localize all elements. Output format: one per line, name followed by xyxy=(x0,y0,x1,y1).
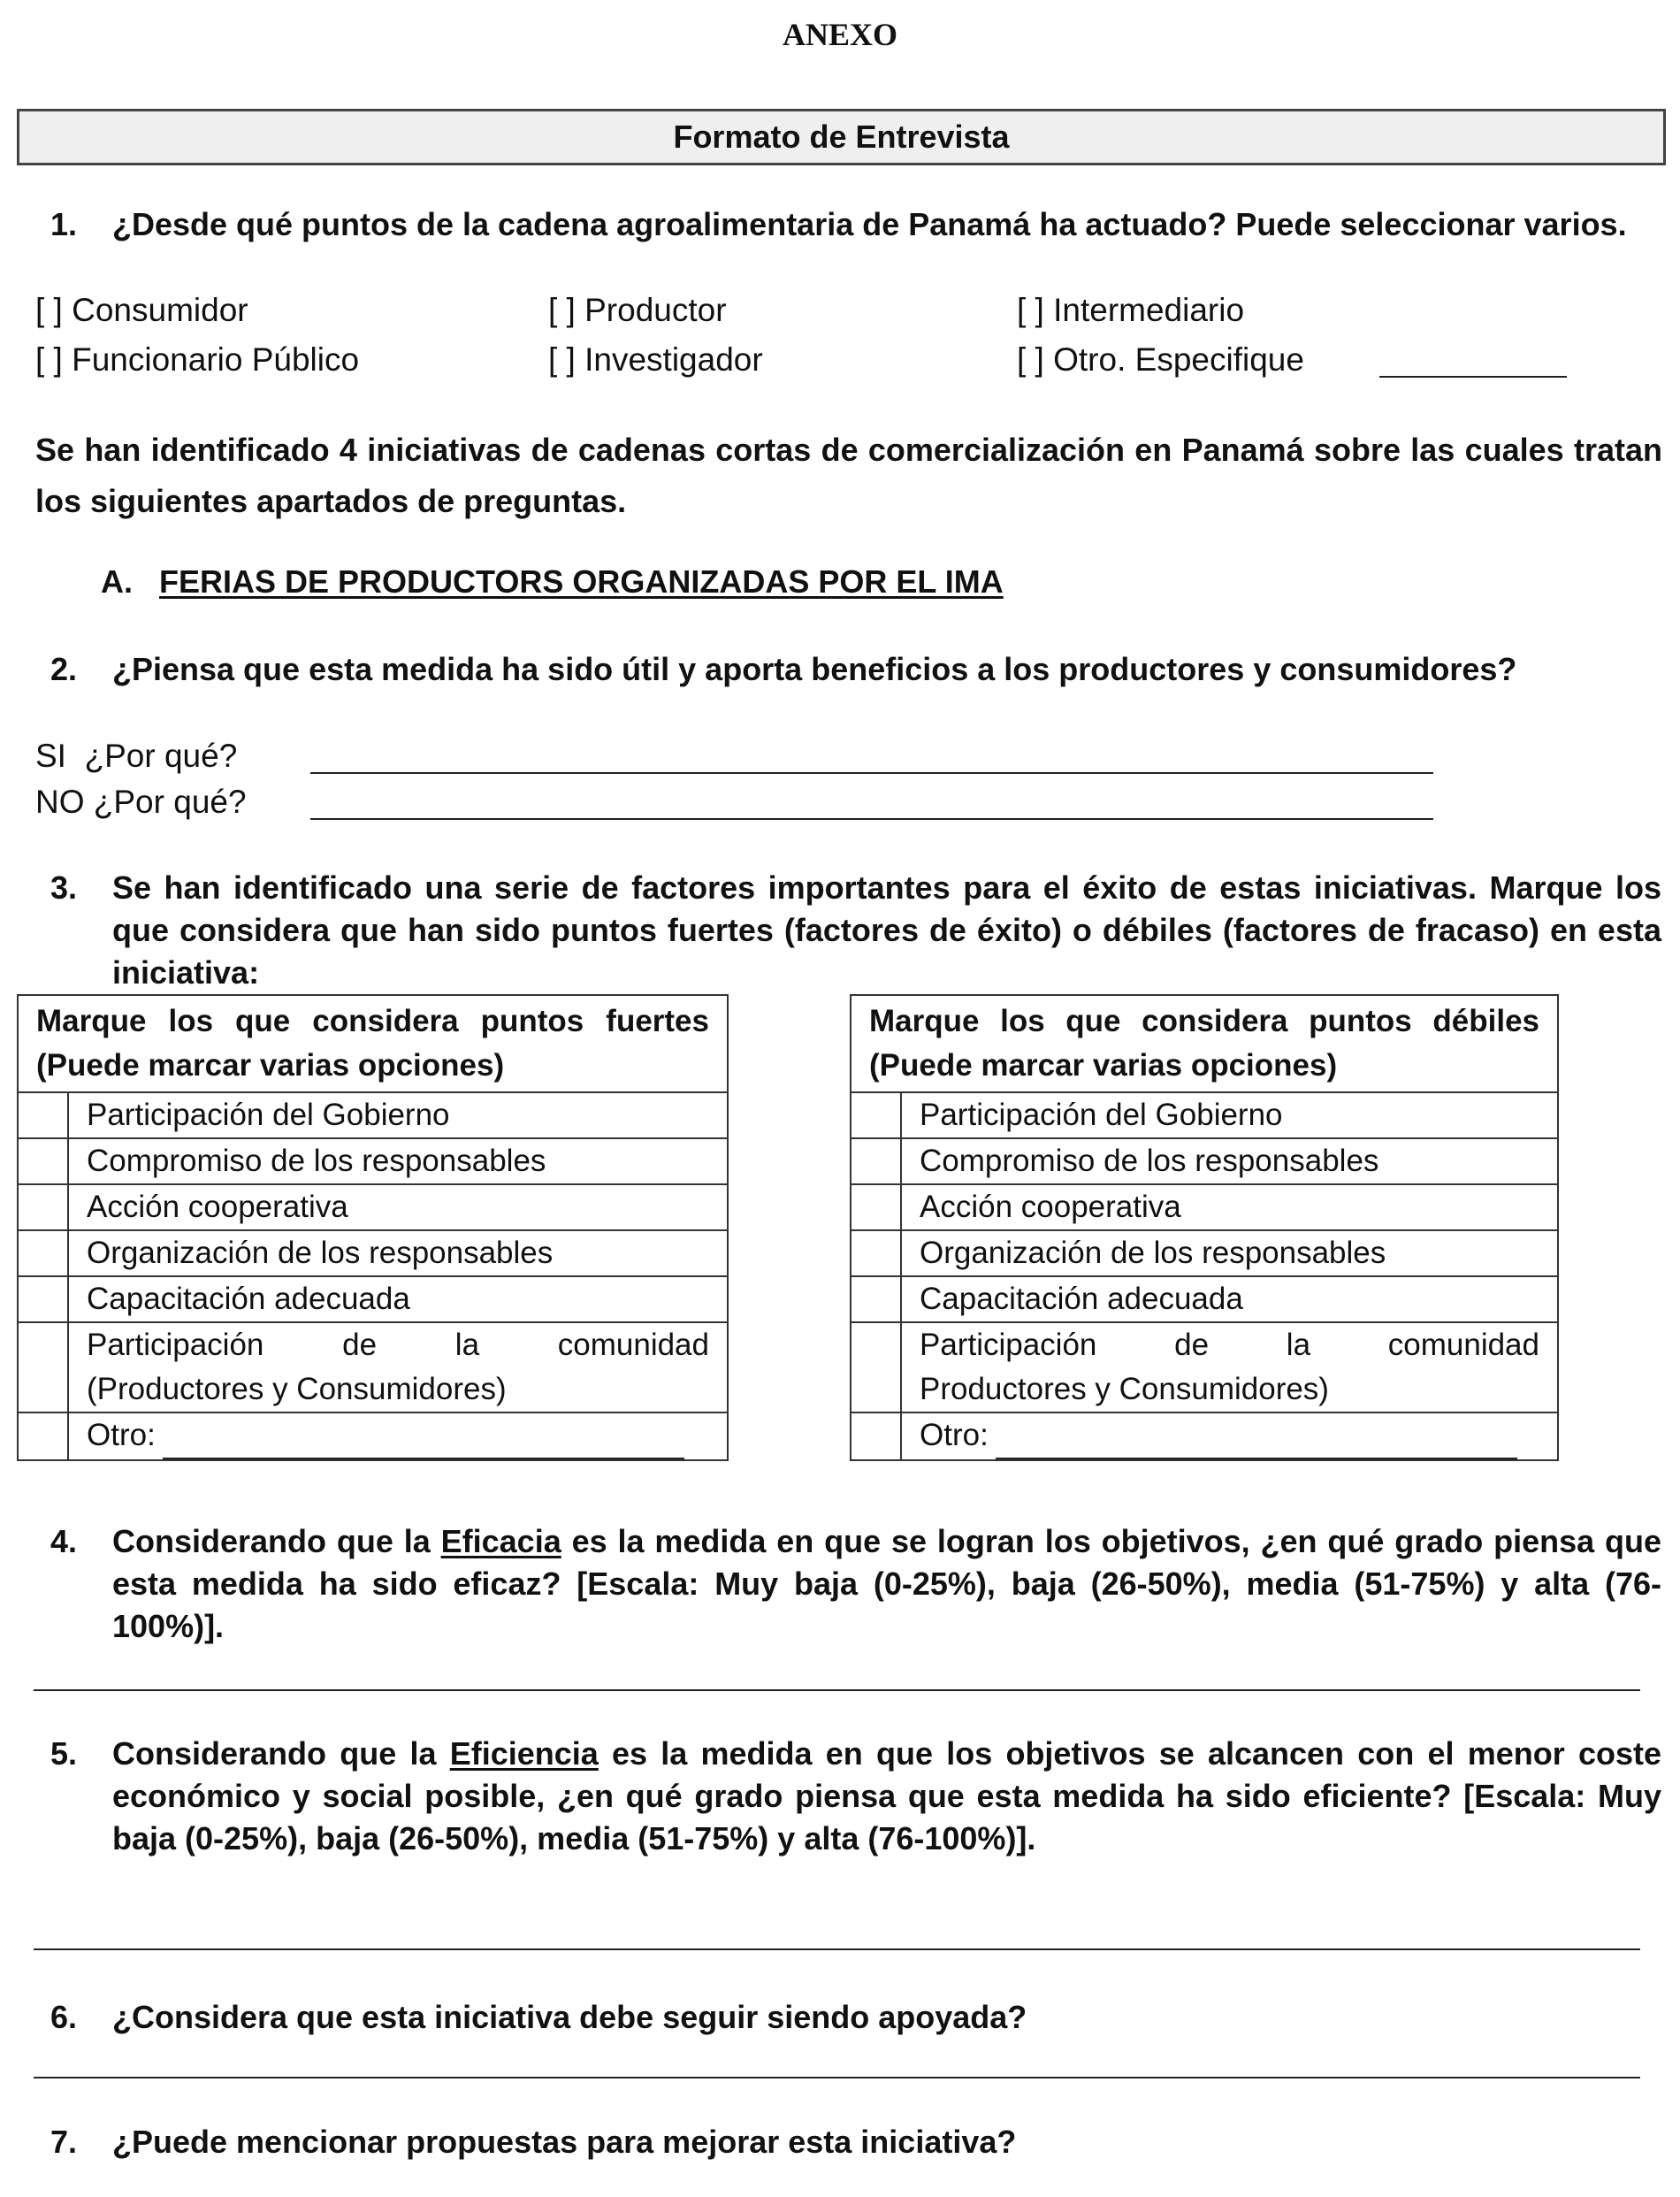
question-number: 1. xyxy=(50,206,78,242)
q6-answer-line[interactable] xyxy=(34,2077,1640,2078)
table-row xyxy=(68,1322,728,1412)
no-answer-line[interactable] xyxy=(310,818,1433,820)
row-text: Productores y Consumidores) xyxy=(920,1372,1329,1406)
question-number: 2. xyxy=(50,651,78,687)
table-row: Participación del Gobierno xyxy=(68,1092,728,1138)
checkbox[interactable] xyxy=(851,1322,901,1412)
table-row xyxy=(901,1412,1558,1460)
question-number: 7. xyxy=(50,2124,78,2160)
question-6 xyxy=(50,1996,1661,2039)
text-part: es la medida en que los objetivos se alcancen con el menor coste económico y social posible, ¿en qué grado piensa que esta medida ha sido eficiente? [Escala: Muy baja (0-25%), baja (26-50%), media (51-75%) y alta (76-100%)]. xyxy=(112,1735,1662,1856)
si-answer-line[interactable] xyxy=(310,772,1433,774)
row-text: (Productores y Consumidores) xyxy=(87,1372,507,1406)
question-text: Se han identificado una serie de factores importantes para el éxito de estas iniciativas. Marque los que considera que han sido puntos fuertes (factores de éxito) o débiles (factores de fracaso) en esta iniciativa: xyxy=(112,869,1661,991)
table-row: Acción cooperativa xyxy=(68,1184,728,1230)
strong-points-table xyxy=(17,994,729,1461)
question-text xyxy=(112,1520,1661,1648)
question-7 xyxy=(50,2121,1661,2163)
intro-paragraph xyxy=(35,425,1662,527)
table-row: Compromiso de los responsables xyxy=(901,1138,1558,1184)
row-text: Participación de la comunidad xyxy=(87,1328,709,1362)
checkbox[interactable] xyxy=(851,1276,901,1322)
checkbox[interactable] xyxy=(851,1230,901,1276)
text-part: Considerando que la xyxy=(112,1523,441,1559)
question-5 xyxy=(50,1733,1661,1860)
otro-label: Otro: xyxy=(87,1418,156,1452)
question-1 xyxy=(50,203,1661,246)
otro-line[interactable] xyxy=(163,1413,684,1459)
q4-answer-line[interactable] xyxy=(34,1689,1640,1691)
q5-answer-line[interactable] xyxy=(34,1948,1640,1950)
option-otro[interactable]: [ ] Otro. Especifique xyxy=(1017,341,1304,378)
weak-points-table xyxy=(850,994,1559,1461)
table-header: Marque los que considera puntos débiles (Puede marcar varias opciones) xyxy=(851,995,1558,1092)
table-row: Organización de los responsables xyxy=(901,1230,1558,1276)
question-number: 6. xyxy=(50,1999,78,2035)
section-a xyxy=(101,561,1680,603)
text-part: es la medida en que se logran los objetivos, ¿en qué grado piensa que esta medida ha sido eficaz? [Escala: Muy baja (0-25%), baja (26-50%), media (51-75%) y alta (76-100%)]. xyxy=(112,1523,1661,1644)
form-header: Formato de Entrevista xyxy=(17,109,1666,165)
checkbox[interactable] xyxy=(18,1230,68,1276)
checkbox[interactable] xyxy=(18,1276,68,1322)
section-letter: A. xyxy=(101,563,133,600)
table-row: Acción cooperativa xyxy=(901,1184,1558,1230)
otro-label: Otro: xyxy=(920,1418,989,1452)
option-consumidor[interactable]: [ ] Consumidor xyxy=(35,292,248,328)
checkbox[interactable] xyxy=(18,1412,68,1460)
table-row: Organización de los responsables xyxy=(68,1230,728,1276)
section-title: FERIAS DE PRODUCTORS ORGANIZADAS POR EL IMA xyxy=(159,563,1004,600)
option-funcionario[interactable]: [ ] Funcionario Público xyxy=(35,341,360,378)
option-intermediario[interactable]: [ ] Intermediario xyxy=(1017,292,1245,328)
checkbox[interactable] xyxy=(18,1322,68,1412)
table-row: Compromiso de los responsables xyxy=(68,1138,728,1184)
table-row: Capacitación adecuada xyxy=(68,1276,728,1322)
otro-specify-line[interactable] xyxy=(1379,376,1567,378)
question-number: 4. xyxy=(50,1523,78,1559)
no-label: NO ¿Por qué? xyxy=(35,784,247,820)
question-text: ¿Puede mencionar propuestas para mejorar esta iniciativa? xyxy=(112,2124,1017,2160)
question-4 xyxy=(50,1520,1661,1648)
table-row: Capacitación adecuada xyxy=(901,1276,1558,1322)
table-row xyxy=(901,1322,1558,1412)
row-text: Participación de la comunidad xyxy=(920,1328,1539,1362)
question-number: 3. xyxy=(50,869,78,906)
page-title: ANEXO xyxy=(782,17,897,52)
key-term: Eficacia xyxy=(440,1523,561,1559)
checkbox[interactable] xyxy=(18,1138,68,1184)
checkbox[interactable] xyxy=(18,1092,68,1138)
checkbox[interactable] xyxy=(851,1184,901,1230)
table-header: Marque los que considera puntos fuertes (Puede marcar varias opciones) xyxy=(18,995,728,1092)
question-text: ¿Piensa que esta medida ha sido útil y aporta beneficios a los productores y consumidores? xyxy=(112,651,1517,687)
option-investigador[interactable]: [ ] Investigador xyxy=(548,341,763,378)
intro-text: Se han identificado 4 iniciativas de cadenas cortas de comercialización en Panamá sobre las cuales tratan los siguientes apartados de preguntas. xyxy=(35,432,1662,519)
question-2 xyxy=(50,648,1661,691)
key-term: Eficiencia xyxy=(449,1735,599,1772)
question-text: ¿Desde qué puntos de la cadena agroalimentaria de Panamá ha actuado? Puede seleccionar varios. xyxy=(112,206,1627,242)
checkbox[interactable] xyxy=(851,1412,901,1460)
question-3 xyxy=(50,867,1661,994)
checkbox[interactable] xyxy=(851,1138,901,1184)
text-part: Considerando que la xyxy=(112,1735,450,1772)
option-productor[interactable]: [ ] Productor xyxy=(548,292,727,328)
otro-line[interactable] xyxy=(996,1413,1517,1459)
table-row: Participación del Gobierno xyxy=(901,1092,1558,1138)
checkbox[interactable] xyxy=(18,1184,68,1230)
question-text: ¿Considera que esta iniciativa debe seguir siendo apoyada? xyxy=(112,1999,1027,2035)
question-text xyxy=(112,1733,1661,1860)
question-number: 5. xyxy=(50,1735,78,1772)
si-label: SI ¿Por qué? xyxy=(35,738,238,774)
checkbox[interactable] xyxy=(851,1092,901,1138)
table-row xyxy=(68,1412,728,1460)
